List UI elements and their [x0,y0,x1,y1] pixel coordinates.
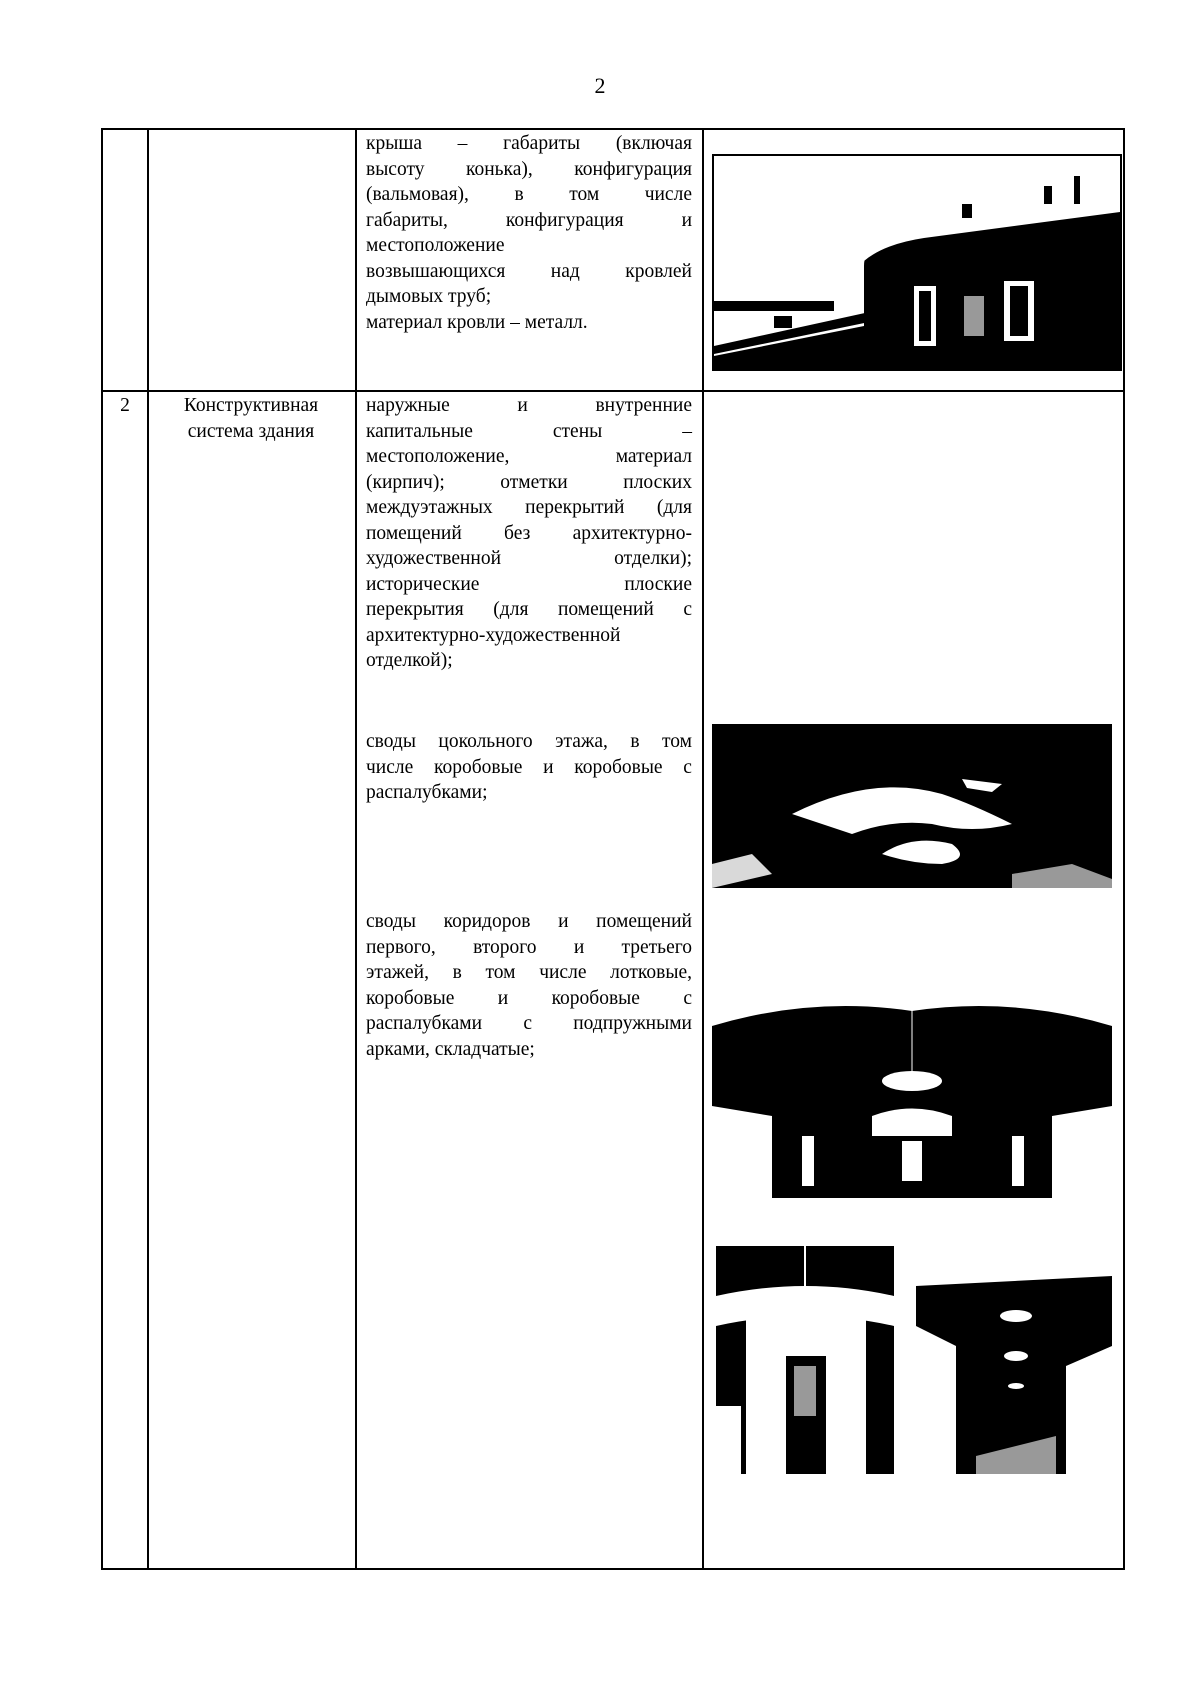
text-word: и [558,911,569,932]
text-line [366,546,692,572]
row1-description [366,131,692,335]
text-word: – [457,133,468,154]
text-line [366,935,692,961]
text-word: коробовые [574,756,663,778]
text-word: своды [366,911,416,932]
text-word: конька), [465,158,533,180]
text-line [366,648,692,674]
text-word: лотковые, [610,962,692,983]
text-line [366,1037,692,1063]
text-word: коридоров [443,911,531,932]
text-word: архитектурно-художественной [366,624,621,646]
text-line [366,780,692,806]
text-word: отделкой); [366,650,453,671]
text-word: габариты [503,133,581,154]
text-word: стены [552,420,603,442]
text-line [366,623,692,649]
text-word: плоские [624,573,692,595]
text-line [366,182,692,208]
text-word: арками, складчатые; [366,1038,535,1060]
text-word: отметки [500,471,568,493]
text-word: том [662,731,692,752]
text-word: капитальные [366,420,473,442]
text-word: наружные [366,395,450,416]
text-line [366,310,692,336]
text-word: над [550,260,580,282]
text-line [366,157,692,183]
text-line [366,572,692,598]
row2-name [157,393,345,444]
column-divider-1 [147,128,149,1570]
text-line [366,755,692,781]
text-line [366,208,692,234]
text-word: распалубками; [366,782,488,803]
text-word: конфигурация [505,209,624,231]
text-word: исторические [366,573,480,595]
text-line [366,1011,692,1037]
text-word: помещений [596,911,692,932]
row-name-line: система здания [187,420,315,442]
text-word: том [485,962,516,983]
text-word: (включая [615,133,692,154]
text-word: междуэтажных [366,497,493,518]
text-line [366,393,692,419]
text-word: крыша [366,133,422,154]
text-word: габариты, [366,209,448,231]
corridor-vault-photo [712,916,1112,1198]
text-word: (для [493,599,529,620]
text-word: в [514,184,524,205]
text-line [366,597,692,623]
text-word: первого, [366,936,436,958]
text-word: художественной [366,548,502,569]
text-word: и [517,395,528,416]
text-word: помещений [366,522,462,544]
text-word: и [681,209,692,231]
text-line [366,284,692,310]
text-word: конфигурация [574,158,692,180]
text-word: второго [473,936,537,958]
text-word: третьего [621,936,692,958]
text-word: перекрытия [366,599,464,620]
text-word: цокольного [438,731,533,752]
text-line [366,444,692,470]
text-word: с [683,987,692,1009]
text-word: в [452,962,462,983]
text-word: коробовые [434,756,523,778]
text-word: без [504,522,531,544]
text-word: местоположение, [366,446,510,467]
text-line [366,521,692,547]
text-word: числе [539,962,587,983]
text-word: дымовых труб; [366,286,492,307]
roof-photo [712,154,1122,371]
text-word: – [682,420,692,442]
row-name-line: Конструктивная [183,395,319,416]
text-word: внутренние [595,395,692,416]
text-word: перекрытий [525,497,625,518]
text-word: и [573,936,585,958]
text-word: и [497,987,509,1009]
column-divider-2 [355,128,357,1570]
text-word: отделки); [614,548,692,569]
hall-photo-left [716,1226,894,1474]
row-divider [101,390,1125,392]
text-line [366,729,692,755]
text-word: коробовые [551,987,640,1009]
text-word: подпружными [573,1013,692,1034]
text-word: этажа, [555,731,608,752]
text-word: с [683,756,692,778]
text-word: плоских [623,471,692,493]
row2-description-corridor-vaults [366,909,692,1062]
text-word: помещений [557,599,654,620]
text-line [366,909,692,935]
text-word: местоположение [366,235,505,256]
text-word: кровлей [625,260,692,282]
row2-number: 2 [120,395,130,416]
text-word: этажей, [366,962,429,983]
text-word: архитектурно- [572,522,692,544]
text-word: материал [615,446,692,467]
row2-description-basement-vaults [366,729,692,806]
text-word: возвышающихся [366,260,506,282]
text-word: (вальмовая), [366,184,469,205]
text-word: числе [644,184,692,205]
basement-vault-photo [712,724,1112,888]
text-line [366,259,692,285]
text-line [366,233,692,259]
text-word: том [569,184,600,205]
page-number: 2 [594,73,606,98]
text-word: распалубками [366,1013,483,1034]
text-line [366,495,692,521]
text-word: в [630,731,640,752]
text-word: и [543,756,554,778]
text-word: с [523,1013,532,1034]
text-word: (для [656,497,692,518]
text-word: материал кровли – металл. [366,311,588,333]
text-word: коробовые [366,987,455,1009]
text-word: высоту [366,158,425,180]
text-word: с [683,599,692,620]
row2-description-walls [366,393,692,674]
text-line [366,986,692,1012]
text-line [366,470,692,496]
text-line [366,960,692,986]
text-word: (кирпич); [366,471,445,493]
column-divider-3 [702,128,704,1570]
text-word: числе [366,756,414,778]
text-word: своды [366,731,416,752]
text-line [366,131,692,157]
text-line [366,419,692,445]
hall-photo-right [916,1226,1112,1474]
